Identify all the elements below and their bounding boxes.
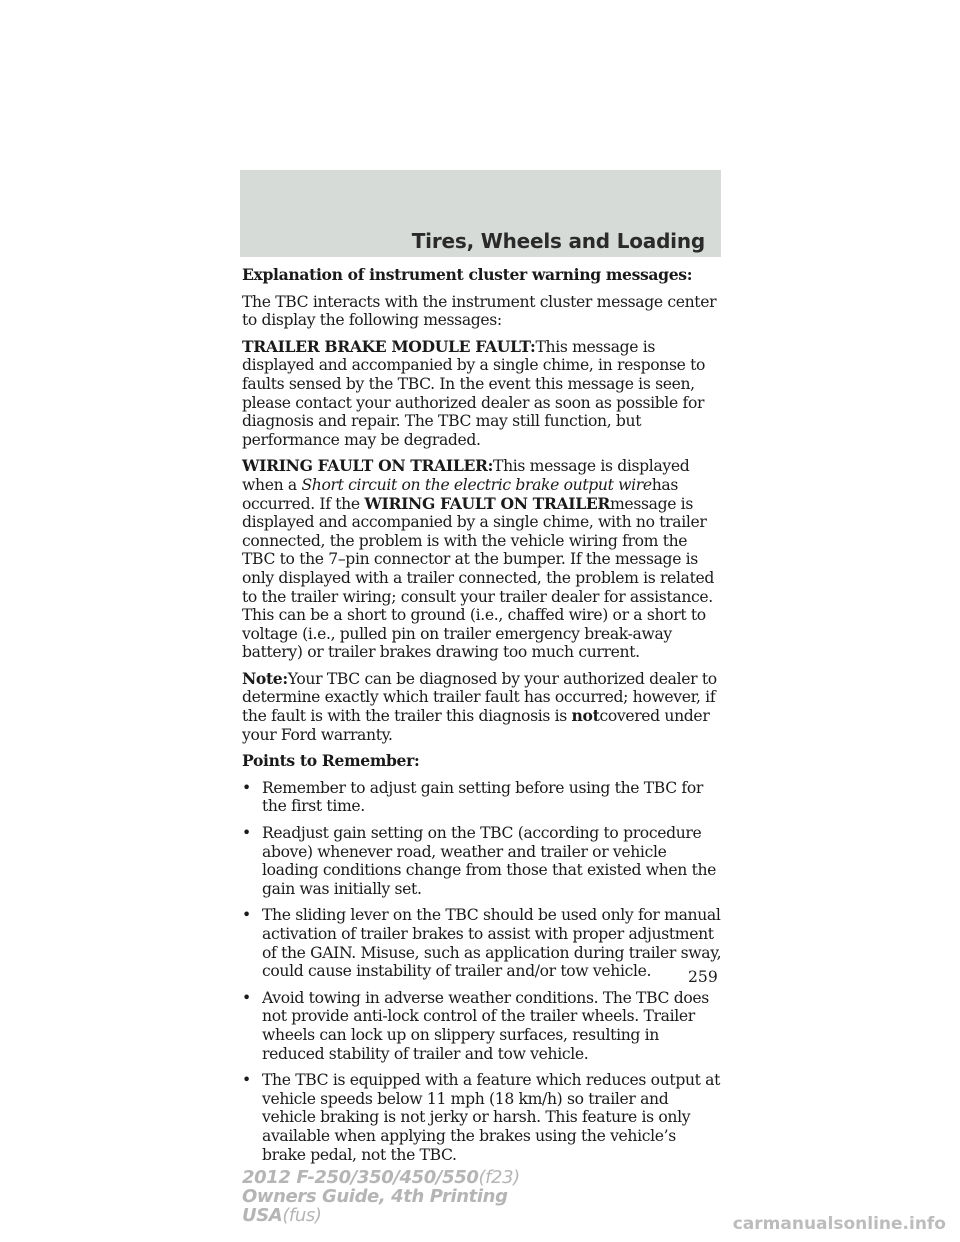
fault-text: This message is displayed when a [242, 457, 690, 494]
points-list [242, 779, 724, 1164]
note-paragraph [242, 670, 724, 744]
section-title: Tires, Wheels and Loading [411, 229, 705, 253]
section-heading: Explanation of instrument cluster warning messages: [242, 265, 693, 284]
fault-text: message is displayed and accompanied by a single chime, with no trailer connected, the problem is with the vehicle wiring from the TBC to the 7–pin connector at the bumper. If the message is only displayed with a trailer connected, the problem is related to the trailer wiring; consult your trailer dealer for assistance. This can be a short to ground (i.e., chaffed wire) or a short to voltage (i.e., pulled pin on trailer emergency break-away battery) or trailer brakes drawing too much current. [242, 494, 715, 662]
list-item: • The sliding lever on the TBC should be used only for manual activation of trailer brakes to assist with proper adjustment of the GAIN. Misuse, such as application during trailer sway, could cause instability of trailer and/or tow vehicle. [242, 906, 722, 981]
list-item: • Readjust gain setting on the TBC (according to procedure above) whenever road, weather and trailer or vehicle loading conditions change from those that existed when the gain was initially set. [242, 824, 717, 898]
bullet-icon: • [242, 906, 251, 925]
fault-label: WIRING FAULT ON TRAILER: [242, 456, 494, 476]
bullet-icon: • [242, 824, 251, 843]
list-item: • The TBC is equipped with a feature which reduces output at vehicle speeds below 11 mph (18 km/h) so trailer and vehicle braking is not jerky or harsh. This feature is only available when applying the brakes using the vehicle’s brake pedal, not the TBC. [242, 1071, 721, 1164]
list-item: • Remember to adjust gain setting before using the TBC for the first time. [242, 778, 703, 816]
watermark: carmanualsonline.info [732, 1214, 946, 1234]
fault-trailer-brake-module [242, 338, 724, 450]
fault-text: This message is displayed and accompanied by a single chime, in response to faults sensed by the TBC. In the event this message is seen, please contact your authorized dealer as soon as possible for diagnosis and repair. The TBC may still function, but performance may be degraded. [242, 337, 706, 449]
list-item: • Avoid towing in adverse weather conditions. The TBC does not provide anti-lock control of the trailer wheels. Trailer wheels can lock up on slippery surfaces, resulting in reduced stability of trailer and tow vehicle. [242, 988, 709, 1063]
fault-italic-text: Short circuit on the electric brake output wire [301, 475, 652, 494]
fault-text: has occurred. If the [242, 475, 679, 513]
fault-label: TRAILER BRAKE MODULE FAULT: [242, 336, 536, 356]
page-number: 259 [688, 968, 718, 986]
note-text: covered under your Ford warranty. [242, 707, 710, 744]
fault-label: WIRING FAULT ON TRAILER [364, 493, 610, 513]
intro-paragraph: The TBC interacts with the instrument cluster message center to display the following messages: [242, 292, 717, 330]
points-heading: Points to Remember: [242, 751, 420, 771]
footer-print-info: 2012 F-250/350/450/550(f23) Owners Guide, 4th Printing USA(fus) [242, 1167, 520, 1226]
fault-wiring-trailer [242, 457, 724, 662]
section-header-band [240, 170, 721, 257]
page-content [242, 266, 724, 1172]
bullet-icon: • [242, 1071, 251, 1090]
bullet-icon: • [242, 988, 251, 1007]
bullet-icon: • [242, 778, 251, 797]
note-label: Note: [242, 668, 288, 688]
note-bold: not [571, 706, 600, 726]
note-text: Your TBC can be diagnosed by your authorized dealer to determine exactly which trailer fault has occurred; however, if the fault is with the trailer this diagnosis is [242, 669, 717, 726]
